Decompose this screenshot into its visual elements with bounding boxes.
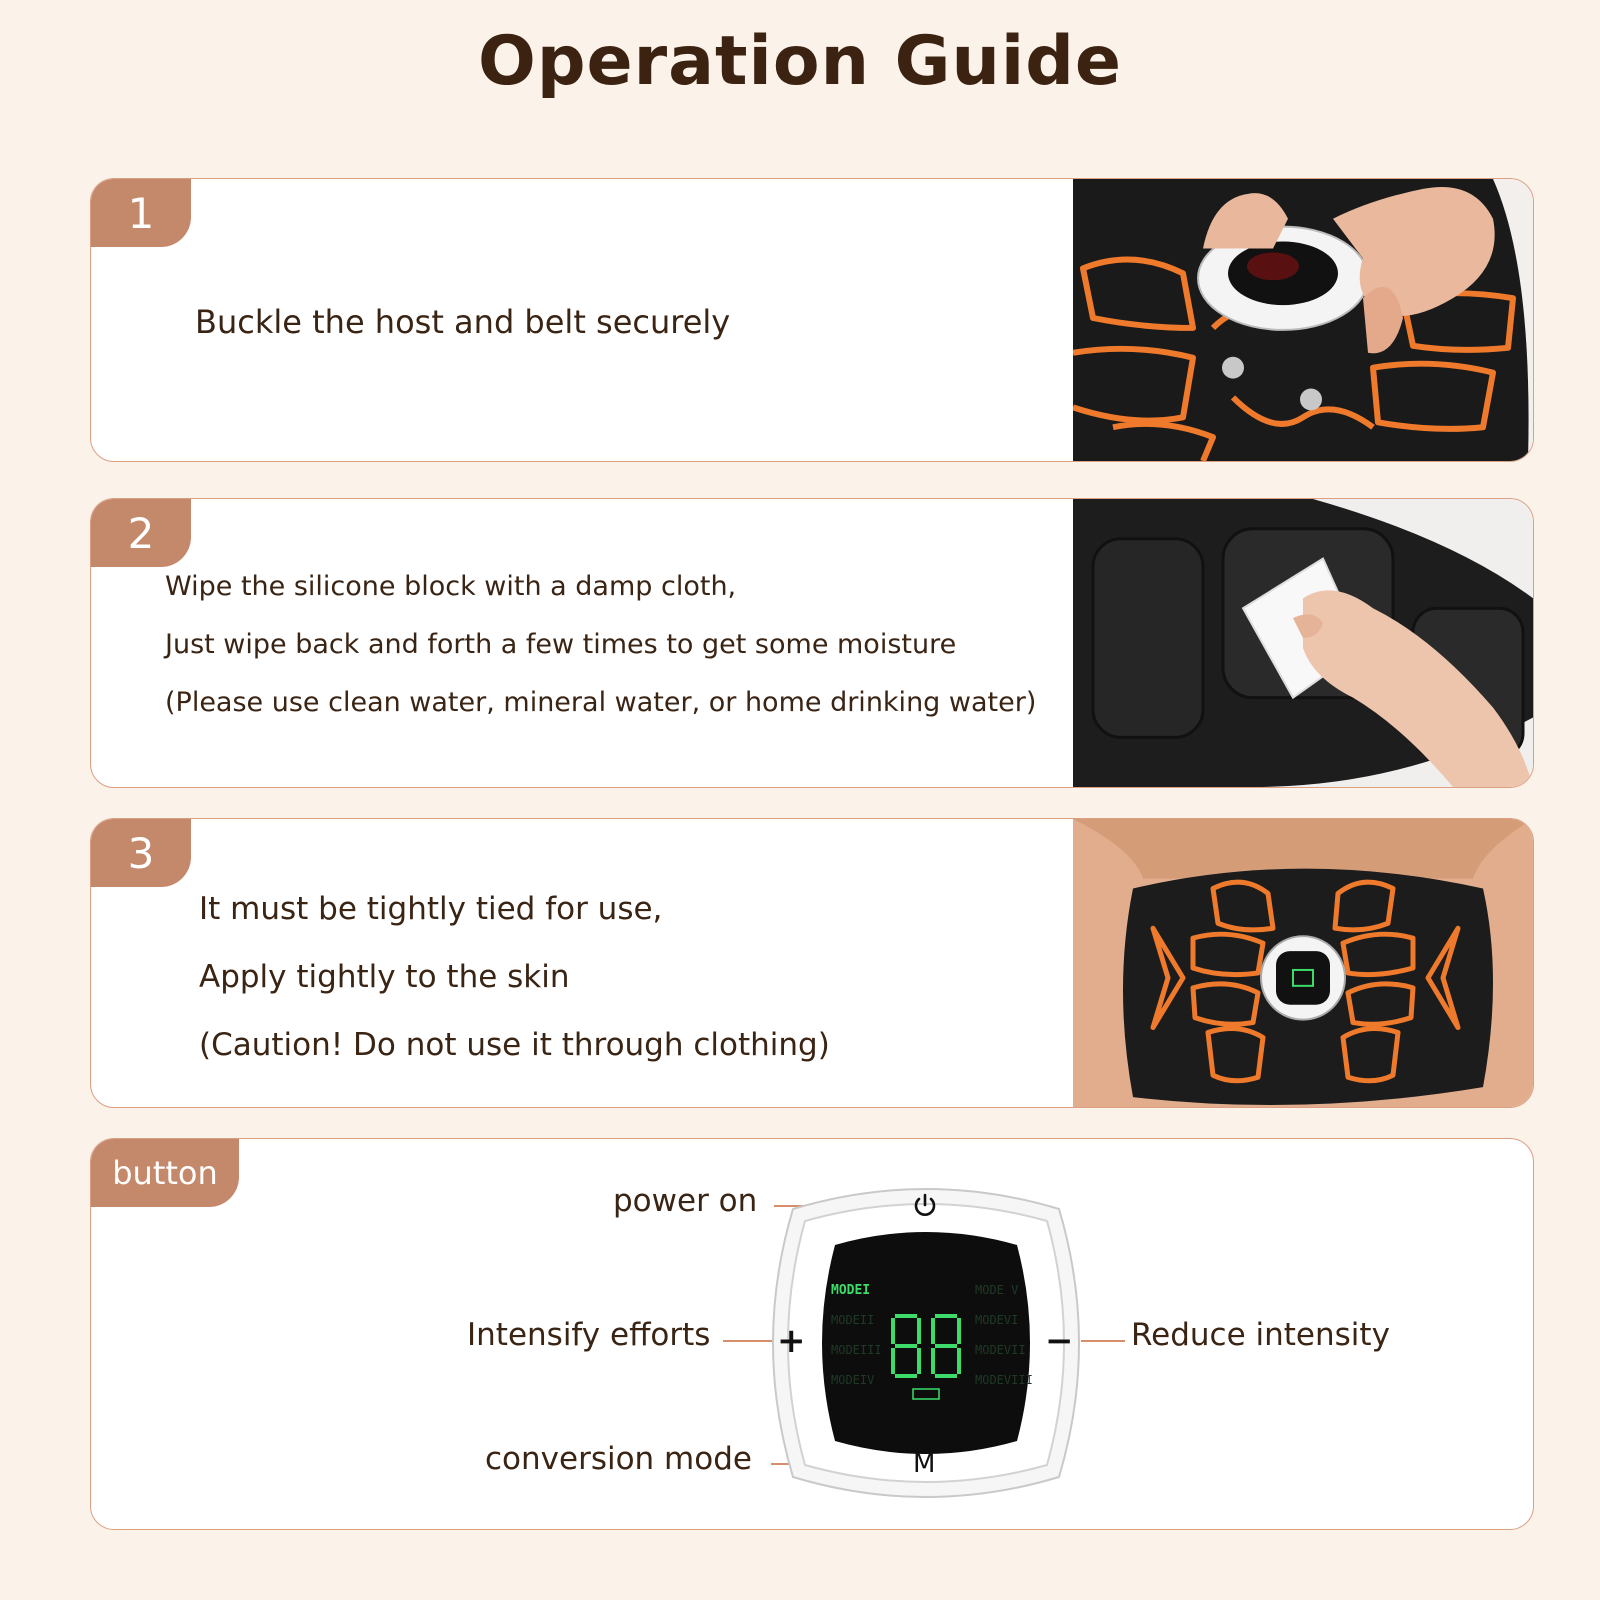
display-mode-left-3: MODEIV bbox=[831, 1373, 875, 1387]
display-mode-right-4: MODEVIII bbox=[975, 1373, 1033, 1387]
power-icon bbox=[911, 1191, 939, 1219]
conversion-label: conversion mode bbox=[485, 1441, 752, 1477]
step-3-photo bbox=[1073, 819, 1533, 1107]
step-1-card bbox=[90, 178, 1534, 462]
display-mode-left-2: MODEIII bbox=[831, 1343, 882, 1357]
step-2-line-1: Wipe the silicone block with a damp cloth, bbox=[165, 571, 737, 602]
button-card bbox=[90, 1138, 1534, 1530]
page-title: Operation Guide bbox=[478, 22, 1122, 101]
step-2-line-2: Just wipe back and forth a few times to get some moisture bbox=[165, 629, 957, 660]
mode-button[interactable]: M bbox=[913, 1449, 936, 1479]
intensify-label: Intensify efforts bbox=[467, 1317, 711, 1353]
step-2-number: 2 bbox=[91, 499, 191, 567]
step-2-photo bbox=[1073, 499, 1533, 787]
power-on-label: power on bbox=[613, 1183, 758, 1219]
minus-button[interactable]: − bbox=[1045, 1321, 1074, 1361]
display-mode-right-1: MODE V bbox=[975, 1283, 1019, 1297]
display-active-mode: MODEI bbox=[831, 1283, 871, 1298]
display-mode-right-2: MODEVI bbox=[975, 1313, 1019, 1327]
step-3-line-2: Apply tightly to the skin bbox=[199, 959, 570, 995]
step-3-number: 3 bbox=[91, 819, 191, 887]
controller-device bbox=[763, 1179, 1089, 1507]
step-3-line-1: It must be tightly tied for use, bbox=[199, 891, 663, 927]
power-button[interactable] bbox=[911, 1191, 939, 1219]
step-3-line-3: (Caution! Do not use it through clothing) bbox=[199, 1027, 830, 1063]
step-2-line-3: (Please use clean water, mineral water, or home drinking water) bbox=[165, 687, 1037, 718]
step-2-card bbox=[90, 498, 1534, 788]
display-mode-left-1: MODEII bbox=[831, 1313, 875, 1327]
plus-button[interactable]: + bbox=[777, 1321, 806, 1361]
step-3-card bbox=[90, 818, 1534, 1108]
step-1-photo bbox=[1073, 179, 1533, 461]
button-tab: button bbox=[91, 1139, 239, 1207]
display-mode-right-3: MODEVII bbox=[975, 1343, 1026, 1357]
step-1-number: 1 bbox=[91, 179, 191, 247]
step-1-text: Buckle the host and belt securely bbox=[195, 303, 731, 341]
reduce-label: Reduce intensity bbox=[1131, 1317, 1390, 1353]
